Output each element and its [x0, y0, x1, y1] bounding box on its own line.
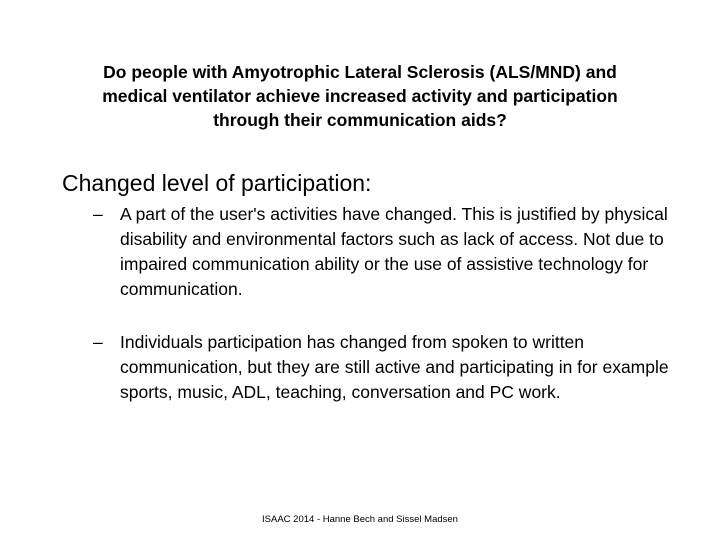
slide-footer: ISAAC 2014 - Hanne Bech and Sissel Madsen [262, 514, 458, 525]
bullet-text: Individuals participation has changed from spoken to written communication, but they are still active and participating in for example sports, music, ADL, teaching, conversation and PC work. [120, 332, 669, 402]
slide-title-line: Do people with Amyotrophic Lateral Sclerosis (ALS/MND) and [103, 62, 617, 82]
bullet-dash: – [93, 332, 103, 352]
section-heading: Changed level of participation: [62, 170, 372, 196]
bullet-dash: – [93, 204, 103, 224]
slide-title-line: through their communication aids? [213, 110, 507, 130]
slide-title-line: medical ventilator achieve increased activity and participation [102, 86, 618, 106]
bullet-item [93, 202, 683, 302]
bullet-item [93, 330, 683, 405]
slide-title [40, 60, 680, 132]
bullet-text: A part of the user's activities have changed. This is justified by physical disability and environmental factors such as lack of access. Not due to impaired communication ability or the use of assistive technology for communication. [120, 204, 668, 299]
